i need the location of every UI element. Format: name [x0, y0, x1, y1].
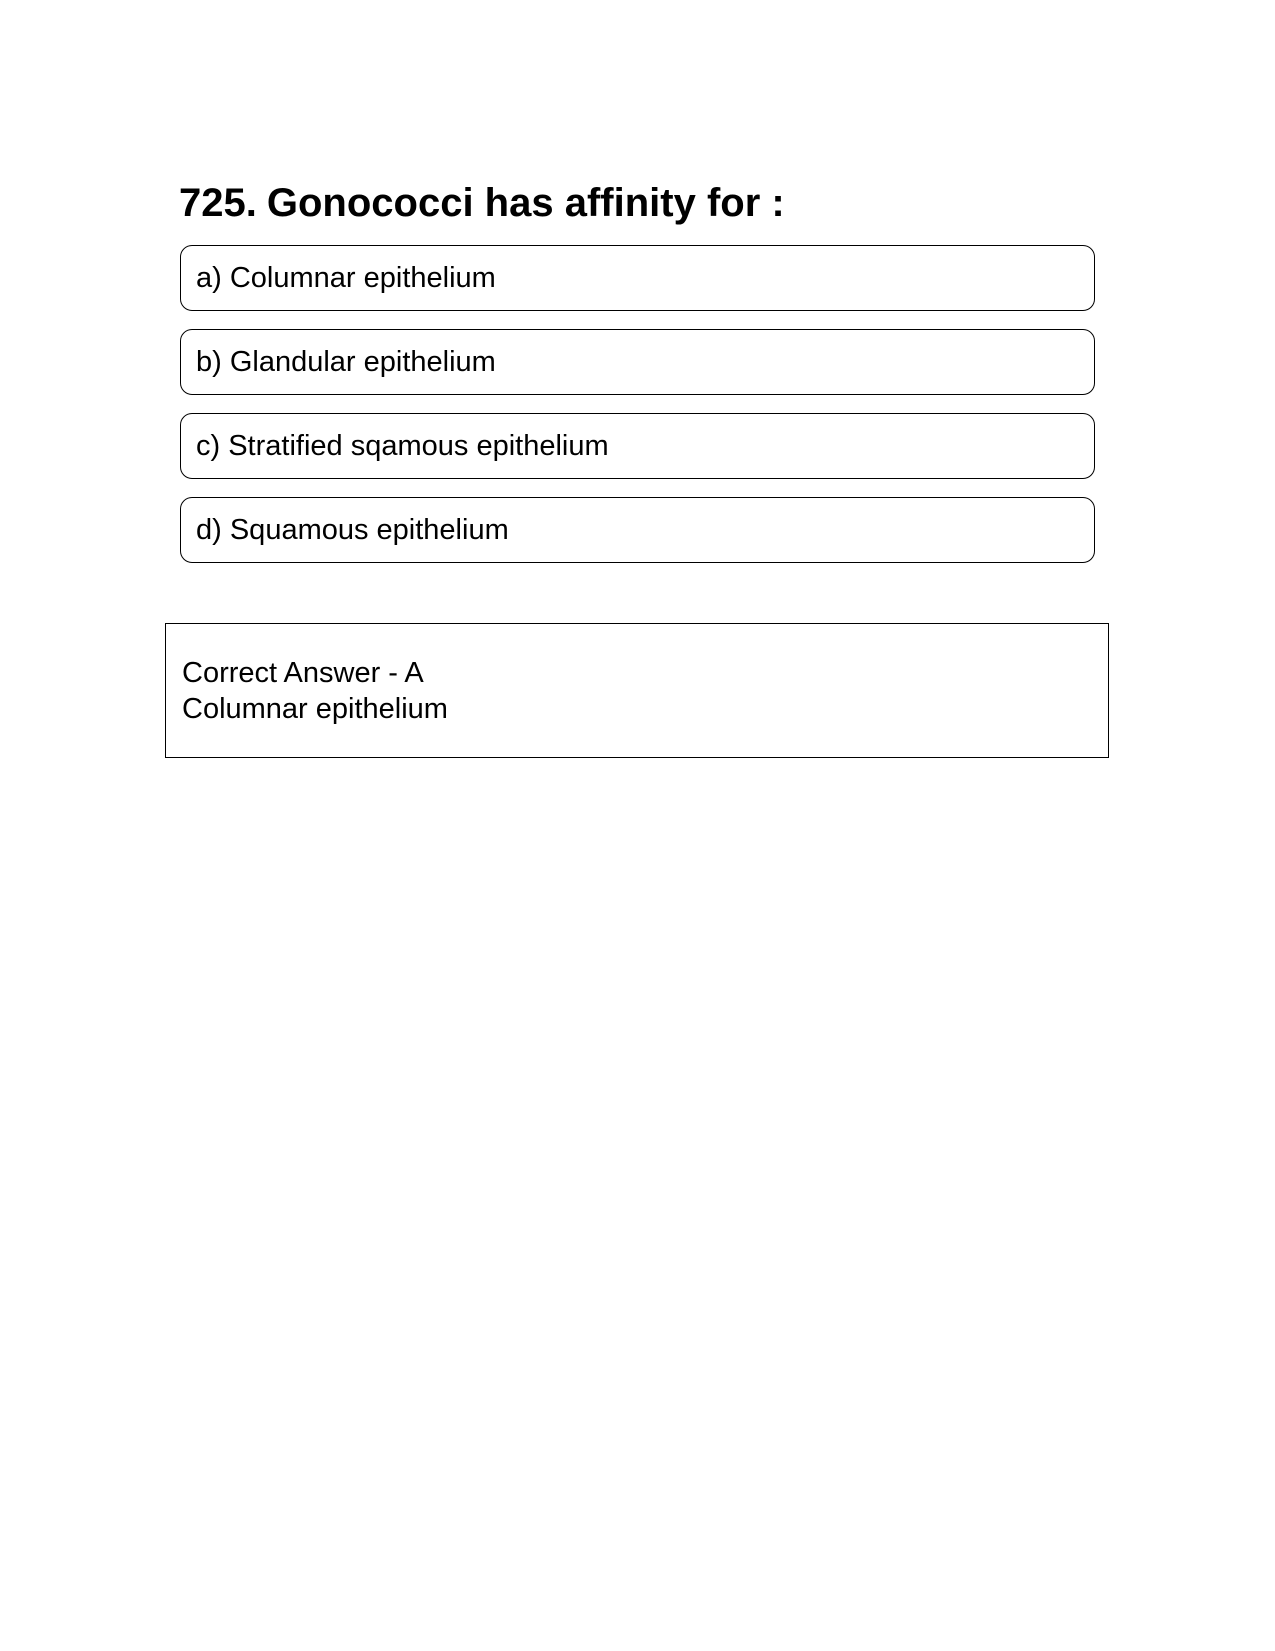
question-heading	[179, 178, 1099, 228]
correct-answer-text: Columnar epithelium	[182, 693, 448, 725]
option-b[interactable]	[180, 329, 1095, 395]
option-d-label: d) Squamous epithelium	[196, 513, 509, 546]
option-b-label: b) Glandular epithelium	[196, 345, 496, 378]
option-c-label: c) Stratified sqamous epithelium	[196, 429, 609, 462]
question-text: Gonococci has affinity for :	[266, 181, 785, 225]
option-a[interactable]	[180, 245, 1095, 311]
option-a-label: a) Columnar epithelium	[196, 261, 496, 294]
option-d[interactable]	[180, 497, 1095, 563]
option-c[interactable]	[180, 413, 1095, 479]
correct-answer-label: Correct Answer - A	[182, 657, 424, 689]
answer-box	[165, 623, 1109, 758]
question-number: 725.	[179, 181, 257, 225]
